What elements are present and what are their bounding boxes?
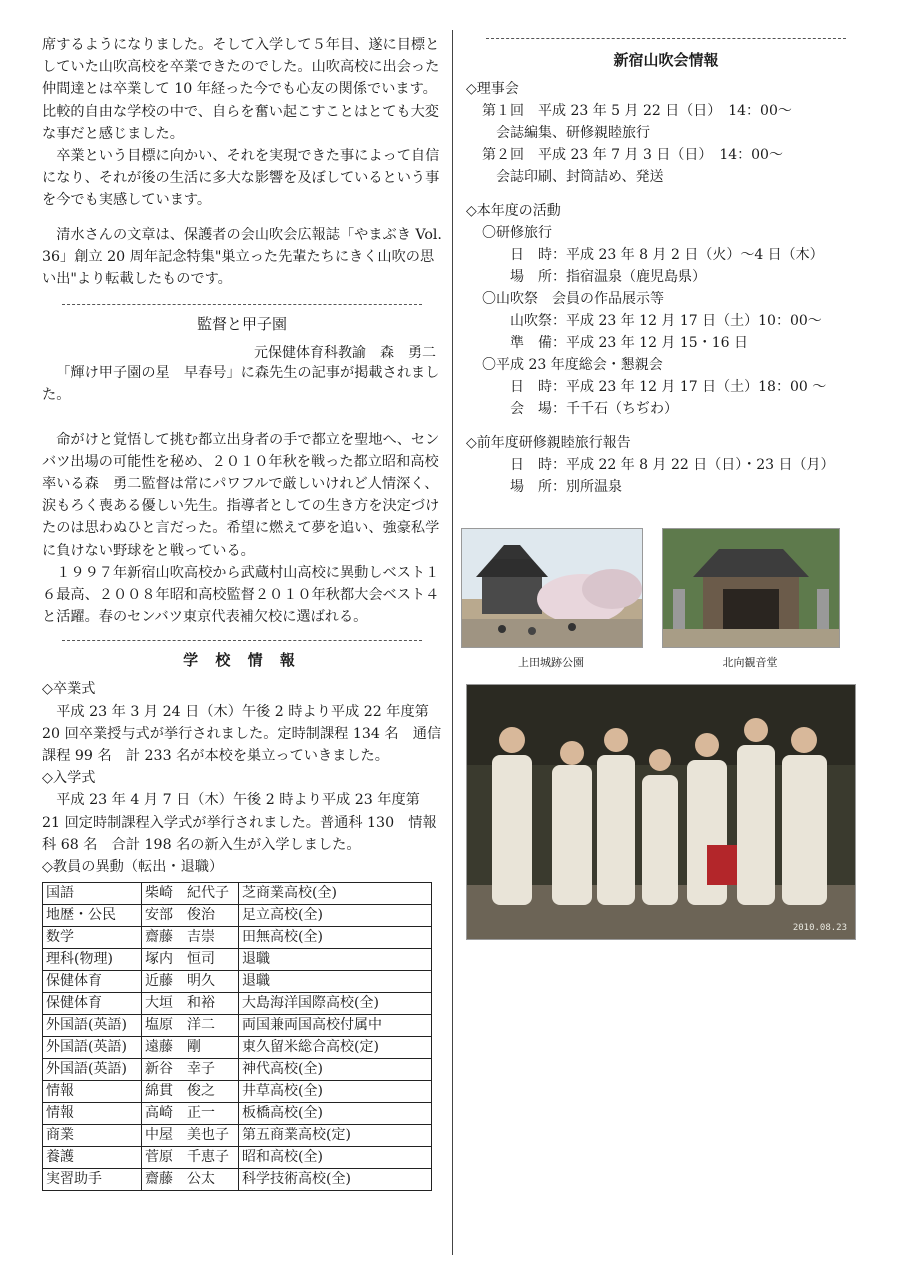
- staff-destination: 田無高校(全): [239, 927, 432, 949]
- staff-subject: 保健体育: [43, 993, 142, 1015]
- photo-kitamuki-caption: 北向観音堂: [722, 656, 778, 669]
- staff-row: [43, 1103, 432, 1125]
- board-meeting-1-detail: 会誌編集、研修親睦旅行: [496, 125, 650, 141]
- section-divider: [486, 38, 846, 39]
- staff-name: 綿貫 俊之: [142, 1081, 239, 1103]
- staff-destination: 両国兼両国高校付属中: [239, 1015, 432, 1037]
- staff-name: 齋藤 吉崇: [142, 927, 239, 949]
- festival-label: 〇山吹祭 会員の作品展示等: [482, 291, 664, 307]
- meeting-place: 会 場：千千石（ちぢわ）: [510, 401, 678, 417]
- staff-destination: 大島海洋国際高校(全): [239, 993, 432, 1015]
- staff-row: [43, 1081, 432, 1103]
- staff-row: [43, 993, 432, 1015]
- staff-name: 柴崎 紀代子: [142, 883, 239, 905]
- report-place: 場 所：別所温泉: [510, 479, 622, 495]
- staff-subject: 情報: [43, 1103, 142, 1125]
- staff-row: [43, 1169, 432, 1191]
- column-divider: [452, 30, 453, 1255]
- koshien-paragraph-2: 命がけと覚悟して挑む都立出身者の手で都立を聖地へ、センバツ出場の可能性を秘め、２０１０年秋を戦った都立昭和高校率いる森 勇二監督は常にパワフルで厳しいけれど人情深く、涙もろく喪ある優しい先生。指導者としての生き方を決定づけたのは思わぬひと言だった。希望に燃えて夢を追い、強豪私学に負けない野球をと戦っている。: [42, 431, 440, 559]
- staff-destination: 退職: [239, 971, 432, 993]
- meeting-label: 〇平成 23 年度総会・懇親会: [482, 357, 663, 373]
- report-date: 日 時：平成 22 年 8 月 22 日（日）・23 日（月）: [510, 457, 835, 473]
- staff-destination: 芝商業高校(全): [239, 883, 432, 905]
- photo-ueda-caption: 上田城跡公園: [518, 656, 584, 669]
- staff-name: 塚内 恒司: [142, 949, 239, 971]
- staff-row: [43, 883, 432, 905]
- staff-label: ◇教員の異動（転出・退職）: [42, 859, 224, 876]
- staff-row: [43, 949, 432, 971]
- board-label: ◇理事会: [466, 81, 519, 97]
- left-column: [42, 34, 442, 1191]
- staff-destination: 退職: [239, 949, 432, 971]
- staff-subject: 保健体育: [43, 971, 142, 993]
- reprint-note: 清水さんの文章は、保護者の会山吹会広報誌「やまぶき Vol. 36」創立 20 周年記念特集"巣立った先輩たちにきく山吹の思い出"より転載したものです。: [42, 226, 442, 288]
- staff-destination: 東久留米総合高校(定): [239, 1037, 432, 1059]
- staff-row: [43, 1015, 432, 1037]
- report-label: ◇前年度研修親睦旅行報告: [466, 435, 631, 451]
- staff-row: [43, 927, 432, 949]
- staff-subject: 情報: [43, 1081, 142, 1103]
- board-meeting-2: 第２回 平成 23 年 7 月 3 日（日） 14：00～: [482, 147, 783, 163]
- staff-subject: 商業: [43, 1125, 142, 1147]
- staff-destination: 神代高校(全): [239, 1059, 432, 1081]
- staff-row: [43, 1037, 432, 1059]
- intro-paragraph-2: 卒業という目標に向かい、それを実現できた事によって自信になり、それが後の生活に多大な影響を及ぼしているという事を今でも実感しています。: [42, 148, 440, 209]
- staff-row: [43, 1125, 432, 1147]
- koshien-paragraph-1: 「輝け甲子園の星 早春号」に森先生の記事が掲載されました。: [42, 365, 440, 404]
- staff-name: 遠藤 剛: [142, 1037, 239, 1059]
- staff-subject: 外国語(英語): [43, 1037, 142, 1059]
- staff-subject: 養護: [43, 1147, 142, 1169]
- staff-name: 塩原 洋二: [142, 1015, 239, 1037]
- staff-subject: 数学: [43, 927, 142, 949]
- staff-subject: 国語: [43, 883, 142, 905]
- board-meeting-1: 第１回 平成 23 年 5 月 22 日（日） 14：00～: [482, 103, 792, 119]
- castle-illustration: [462, 529, 642, 647]
- school-info-title: 学 校 情 報: [183, 651, 301, 670]
- entrance-text: 平成 23 年 4 月 7 日（木）午後 2 時より平成 23 年度第 21 回定時制課程入学式が挙行されました。普通科 130 情報科 68 名 合計 198 名の新入生が入学しました。: [42, 792, 437, 853]
- staff-subject: 実習助手: [43, 1169, 142, 1191]
- staff-row: [43, 971, 432, 993]
- staff-name: 菅原 千恵子: [142, 1147, 239, 1169]
- staff-name: 齋藤 公太: [142, 1169, 239, 1191]
- staff-name: 中屋 美也子: [142, 1125, 239, 1147]
- entrance-label: ◇入学式: [42, 770, 96, 787]
- intro-paragraph-1: 席するようになりました。そして入学して５年目、遂に目標としていた山吹高校を卒業できたのでした。山吹高校に出会った仲間達とは卒業して 10 年経った今でも心友の関係でいます。比較的自由な学校の中で、自らを奮い起こすことはとても大変な事だと感じました。: [42, 37, 440, 142]
- activities-label: ◇本年度の活動: [466, 203, 561, 219]
- staff-destination: 第五商業高校(定): [239, 1125, 432, 1147]
- staff-subject: 理科(物理): [43, 949, 142, 971]
- staff-row: [43, 905, 432, 927]
- photo-date-stamp: 2010.08.23: [792, 923, 847, 933]
- staff-name: 近藤 明久: [142, 971, 239, 993]
- trip-date: 日 時：平成 23 年 8 月 2 日（火）～4 日（木）: [510, 247, 824, 263]
- staff-row: [43, 1059, 432, 1081]
- staff-name: 高崎 正一: [142, 1103, 239, 1125]
- staff-destination: 板橋高校(全): [239, 1103, 432, 1125]
- photo-kitamuki-kannon: [662, 528, 840, 648]
- staff-destination: 昭和高校(全): [239, 1147, 432, 1169]
- koshien-author: 元保健体育科教諭 森 勇二: [254, 345, 436, 362]
- staff-subject: 外国語(英語): [43, 1015, 142, 1037]
- staff-destination: 足立高校(全): [239, 905, 432, 927]
- section-divider: [62, 640, 422, 641]
- staff-transfer-table: [42, 882, 432, 1191]
- koshien-title: 監督と甲子園: [196, 315, 287, 334]
- festival-prep: 準 備：平成 23 年 12 月 15・16 日: [510, 335, 748, 351]
- right-column: [466, 38, 866, 498]
- group-photo-illustration: [467, 685, 855, 939]
- staff-name: 安部 俊治: [142, 905, 239, 927]
- board-meeting-2-detail: 会誌印刷、封筒詰め、発送: [496, 169, 664, 185]
- meeting-date: 日 時：平成 23 年 12 月 17 日（土）18：00 ～: [510, 379, 827, 395]
- section-divider: [62, 304, 422, 305]
- trip-label: 〇研修旅行: [482, 225, 552, 241]
- staff-name: 新谷 幸子: [142, 1059, 239, 1081]
- temple-illustration: [663, 529, 839, 647]
- staff-subject: 地歴・公民: [43, 905, 142, 927]
- staff-subject: 外国語(英語): [43, 1059, 142, 1081]
- photo-group: [466, 684, 856, 940]
- staff-name: 大垣 和裕: [142, 993, 239, 1015]
- trip-place: 場 所：指宿温泉（鹿児島県）: [510, 269, 706, 285]
- koshien-paragraph-3: １９９７年新宿山吹高校から武蔵村山高校に異動しベスト１６最高、２００８年昭和高校監督２０１０年秋都大会ベスト４と活躍。春のセンバツ東京代表補欠校に選ばれる。: [42, 564, 440, 626]
- staff-row: [43, 1147, 432, 1169]
- graduation-text: 平成 23 年 3 月 24 日（木）午後 2 時より平成 22 年度第 20 回卒業授与式が挙行されました。定時制課程 134 名 通信課程 99 名 計 233 名が本校を巣立っていきました。: [42, 703, 442, 765]
- staff-destination: 科学技術高校(全): [239, 1169, 432, 1191]
- festival-date: 山吹祭：平成 23 年 12 月 17 日（土）10：00～: [510, 313, 822, 329]
- photo-ueda-castle: [461, 528, 643, 648]
- yamabuki-info-title: 新宿山吹会情報: [613, 51, 719, 69]
- staff-destination: 井草高校(全): [239, 1081, 432, 1103]
- graduation-label: ◇卒業式: [42, 681, 96, 698]
